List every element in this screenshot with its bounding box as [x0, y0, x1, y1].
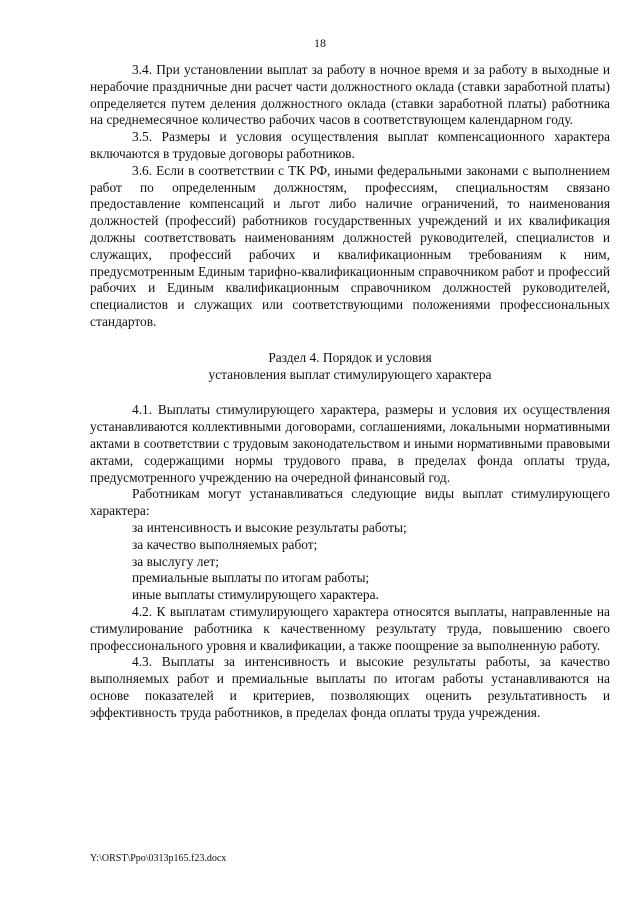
paragraph-stimulus-types-intro: Работникам могут устанавливаться следующие виды выплат стимулирующего характера:: [90, 486, 610, 519]
page-number: 18: [314, 36, 326, 50]
stimulus-types-list: [90, 520, 610, 604]
list-item: премиальные выплаты по итогам работы;: [132, 570, 370, 586]
section-heading: [90, 350, 610, 384]
list-item: за выслугу лет;: [132, 553, 219, 569]
list-item: за интенсивность и высокие результаты работы;: [132, 519, 407, 535]
paragraph-3-5: 3.5. Размеры и условия осуществления выплат компенсационного характера включаются в трудовые договоры работников.: [90, 129, 610, 161]
document-body: [90, 62, 610, 721]
footer-file-path: Y:\ORST\Ppo\0313p165.f23.docx: [90, 853, 227, 864]
list-item: за качество выполняемых работ;: [132, 536, 318, 552]
paragraph-3-6: 3.6. Если в соответствии с ТК РФ, иными федеральными законами с выполнением работ по определенным должностям, профессиям, специальностям связано предоставление компенсаций и льгот либо наличие ограничений, то наименования должностей (профессий) работников государственных учреждений и их квалификация должны соответствовать наименованиям должностей руководителей, специалистов и служащих, профессий рабочих и квалификационным требованиям к ним, предусмотренным Единым тарифно-квалификационным справочником работ и профессий рабочих и Единым квалификационным справочником должностей руководителей, специалистов и служащих или соответствующими положениями профессиональных стандартов.: [90, 162, 610, 329]
section-heading-subtitle: установления выплат стимулирующего характера: [208, 366, 492, 382]
list-item: иные выплаты стимулирующего характера.: [132, 587, 379, 603]
paragraph-3-4: 3.4. При установлении выплат за работу в ночное время и за работу в выходные и нерабочие праздничные дни расчет части должностного оклада (ставки заработной платы) определяется путем деления должностного оклада (ставки заработной платы) работника на среднемесячное количество рабочих часов в соответствующем календарном году.: [90, 62, 610, 128]
paragraph-4-1: 4.1. Выплаты стимулирующего характера, размеры и условия их осуществления устанавливаются коллективными договорами, соглашениями, локальными нормативными актами в соответствии с трудовым законодательством и иными нормативными правовыми актами, содержащими нормы трудового права, в пределах фонда оплаты труда, предусмотренного учреждению на очередной финансовый год.: [90, 402, 610, 485]
paragraph-4-3: 4.3. Выплаты за интенсивность и высокие результаты работы, за качество выполняемых работ и премиальные выплаты по итогам работы устанавливаются на основе показателей и критериев, позволяющих оценить результативность и эффективность труда работников, в пределах фонда оплаты труда учреждения.: [90, 654, 610, 720]
paragraph-4-2: 4.2. К выплатам стимулирующего характера относятся выплаты, направленные на стимулирование работника к качественному результату труда, повышению своего профессионального уровня и квалификации, а также поощрение за выполненную работу.: [90, 603, 610, 653]
section-heading-title: Раздел 4. Порядок и условия: [268, 349, 432, 365]
